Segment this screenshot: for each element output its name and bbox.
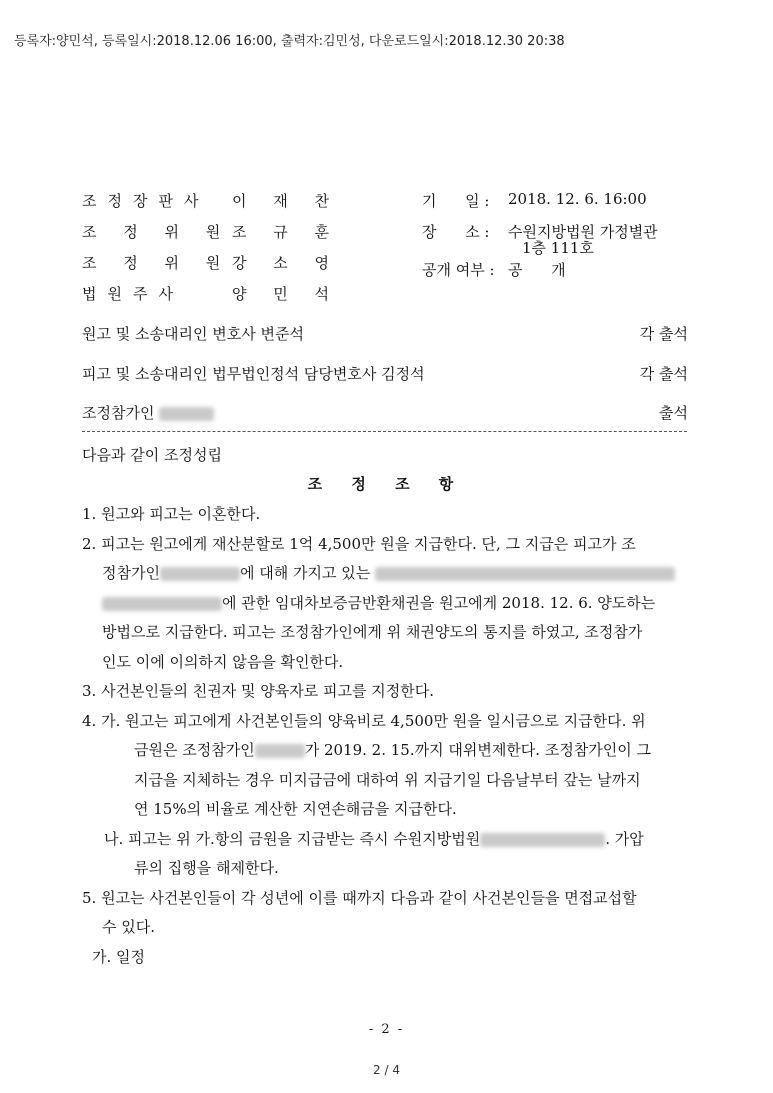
official-name-4: 양 민 석 bbox=[232, 285, 341, 303]
attendance-defendant: 피고 및 소송대리인 법무법인정석 담당변호사 김정석 bbox=[82, 365, 425, 383]
redacted-address bbox=[375, 567, 675, 581]
clause-1: 1. 원고와 피고는 이혼한다. bbox=[82, 505, 261, 523]
clause-2-line-3: 에 관한 임대차보증금반환채권을 원고에게 2018. 12. 6. 양도하는 bbox=[82, 589, 692, 619]
redacted-name bbox=[160, 567, 240, 581]
clause-4-b-line-2: 류의 집행을 해제한다. bbox=[134, 859, 279, 877]
redacted-name bbox=[255, 744, 305, 758]
clause-4-line-4: 연 15%의 비율로 계산한 지연손해금을 지급한다. bbox=[134, 800, 457, 818]
official-name-1: 이 재 찬 bbox=[232, 192, 341, 210]
clause-4-line-2: 금원은 조정참가인 가 2019. 2. 15.까지 대위변제한다. 조정참가인이 그 bbox=[134, 741, 652, 759]
redacted-address bbox=[102, 597, 222, 611]
attendance-plaintiff-status: 각 출석 bbox=[639, 325, 688, 343]
official-role-3: 조 정 위 원 bbox=[82, 254, 232, 272]
redacted-name bbox=[159, 407, 214, 421]
official-role-2: 조 정 위 원 bbox=[82, 223, 232, 241]
official-name-3: 강 소 영 bbox=[232, 254, 341, 272]
clause-4-line-3: 지급을 지체하는 경우 미지급금에 대하여 위 지급기일 다음날부터 갚는 날까지 bbox=[134, 770, 641, 789]
clause-4-line-1: 4. 가. 원고는 피고에게 사건본인들의 양육비로 4,500만 원을 일시금으로 지급한다. 위 bbox=[82, 711, 646, 730]
clause-2-line-1: 2. 피고는 원고에게 재산분할로 1억 4,500만 원을 지급한다. 단, 그 지급은 피고가 조 bbox=[82, 534, 636, 553]
attendance-defendant-status: 각 출석 bbox=[639, 365, 688, 383]
section-title: 조 정 조 항 bbox=[307, 475, 466, 493]
date-value: 2018. 12. 6. 16:00 bbox=[508, 190, 647, 208]
place-room: 1층 111호 bbox=[522, 239, 594, 257]
page-count: 2 / 4 bbox=[373, 1063, 400, 1077]
clause-2-line-4: 방법으로 지급한다. 피고는 조정참가인에게 위 채권양도의 통지를 하였고, 조정참가 bbox=[102, 623, 643, 641]
clause-2-line-5: 인도 이에 이의하지 않음을 확인한다. bbox=[102, 652, 344, 671]
dashed-divider bbox=[82, 431, 687, 432]
clause-2-line-2: 정참가인 에 대해 가지고 있는 bbox=[82, 559, 692, 589]
clause-5-line-1: 5. 원고는 사건본인들이 각 성년에 이를 때까지 다음과 같이 사건본인들을 면접교섭할 bbox=[82, 888, 637, 907]
place-value: 수원지방법원 가정별관 bbox=[508, 223, 658, 241]
clause-5-a: 가. 일정 bbox=[92, 947, 146, 966]
public-label: 공개 여부 : bbox=[422, 261, 495, 279]
download-info-header: 등록자:양민석, 등록일시:2018.12.06 16:00, 출력자:김민성, 다운로드일시:2018.12.30 20:38 bbox=[14, 34, 565, 49]
clause-4-b-line-1: 나. 피고는 위 가.항의 금원을 지급받는 즉시 수원지방법원 . 가압 bbox=[104, 829, 644, 848]
attendance-intervenor: 조정참가인 bbox=[82, 404, 155, 422]
public-value: 공 개 bbox=[508, 261, 566, 279]
clauses-body bbox=[82, 500, 692, 972]
place-label: 장 소 : bbox=[422, 223, 490, 241]
attendance-intervenor-status: 출석 bbox=[659, 404, 688, 422]
mediation-intro: 다음과 같이 조정성립 bbox=[82, 446, 222, 464]
official-role-4: 법원주사 bbox=[82, 285, 184, 303]
attendance-plaintiff: 원고 및 소송대리인 변호사 변준석 bbox=[82, 325, 304, 343]
clause-3: 3. 사건본인들의 친권자 및 양육자로 피고를 지정한다. bbox=[82, 682, 434, 700]
date-label: 기 일 : bbox=[422, 192, 490, 210]
official-role-1: 조정장판사 bbox=[82, 192, 210, 210]
page-marker: - 2 - bbox=[368, 1022, 405, 1037]
clause-5-line-2: 수 있다. bbox=[102, 918, 156, 936]
redacted-case-number bbox=[480, 833, 605, 847]
official-name-2: 조 규 훈 bbox=[232, 223, 341, 241]
